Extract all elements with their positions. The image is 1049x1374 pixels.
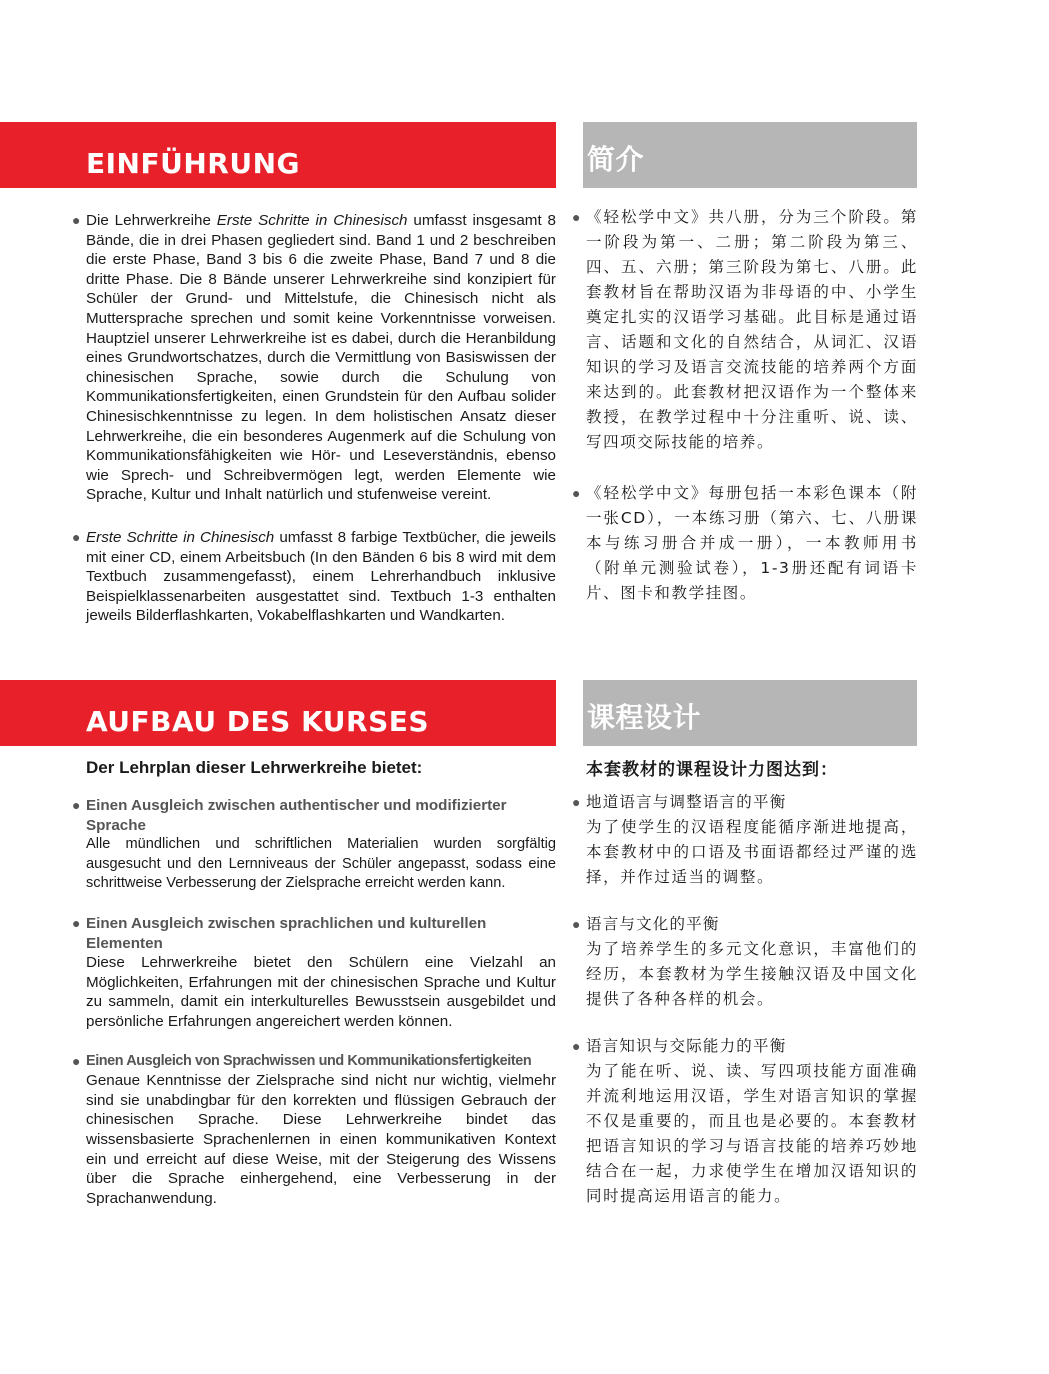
- bullet-icon: ●: [572, 209, 581, 225]
- intro-paragraph-1-zh: ● 《轻松学中文》共八册，分为三个阶段。第一阶段为第一、二册；第二阶段为第三、四、五、六册；第三阶段为第七、八册。此套教材旨在帮助汉语为非母语的中、小学生奠定扎实的汉语学习基础。此目标是通过语言、话题和文化的自然结合，从词汇、汉语知识的学习及语言交流技能的培养两个方面来达到的。此套教材把汉语作为一个整体来教授，在教学过程中十分注重听、说、读、写四项交际技能的培养。: [572, 205, 918, 455]
- course-item-heading: Einen Ausgleich von Sprachwissen und Kommunikationsfertigkeiten: [86, 1052, 532, 1069]
- series-title-de: Erste Schritte in Chinesisch: [86, 528, 275, 546]
- bullet-icon: ●: [72, 797, 81, 813]
- bullet-icon: ●: [72, 212, 81, 228]
- bullet-icon: ●: [72, 1052, 81, 1069]
- intro-column-zh: [572, 205, 918, 606]
- intro-paragraph-1-de: ● Die Lehrwerkreihe Erste Schritte in Chinesisch umfasst insgesamt 8 Bände, die in drei Phasen gegliedert sind. Band 1 und 2 beschreiben die erste Phase, Band 3 bis 6 die zweite Phase, Band 7 und 8 die dritte Phase. Die 8 Bände unserer Lehrwerkreihe sind konzipiert für Schüler der Grund- und Mittelstufe, die Chinesisch nicht als Muttersprache sprechen und somit keine Vorkenntnisse vorweisen. Hauptziel unserer Lehrwerkreihe ist es dabei, durch die Heranbildung eines Grundwortschatzes, durch die Vermittlung von Basiswissen der chinesischen Sprache, sowie durch die Schulung von Kommunikationsfertigkeiten, einen Grundstein für den Aufbau solider Chinesischkenntnisse zu legen. In dem holistischen Ansatz dieser Lehrwerkreihe, die ein besonderes Augenmerk auf die Schulung von Kommunikationsfähigkeiten wie Hör- und Leseverständnis, ebenso wie Sprech- und Schreibvermögen legt, werden Elemente wie Sprache, Kultur und Inhalt natürlich und stufenweise vereint.: [72, 212, 556, 504]
- bullet-icon: ●: [572, 916, 581, 932]
- intro-paragraph-2-de: ● Erste Schritte in Chinesisch umfasst 8 farbige Textbücher, die jeweils mit einer CD, einem Arbeitsbuch (In den Bänden 6 bis 8 wird mit dem Textbuch zusammengefasst), einem Lehrerhandbuch inklusive Beispielklassenarbeiten ausgestattet sind. Textbuch 1-3 enthalten jeweils Bilderflashkarten, Vokabelflashkarten und Wandkarten.: [72, 528, 556, 625]
- intro-header-zh: [583, 122, 917, 188]
- intro-paragraph-2-zh: ● 《轻松学中文》每册包括一本彩色课本（附一张CD），一本练习册（第六、七、八册课本与练习册合并成一册），一本教师用书（附单元测验试卷），1-3册还配有词语卡片、图卡和教学挂图。: [572, 481, 918, 606]
- course-title-de: AUFBAU DES KURSES: [86, 705, 430, 738]
- intro-title-zh: 简介: [587, 143, 645, 176]
- course-item-zh: [572, 790, 918, 890]
- course-item-zh: [572, 1034, 918, 1209]
- course-intro-zh: 本套教材的课程设计力图达到：: [586, 760, 838, 780]
- intro-column-de: [72, 211, 556, 626]
- course-item-body: Alle mündlichen und schriftlichen Materialien wurden sorgfältig ausgesucht und den Lernniveaus der Schüler angepasst, sodass eine schrittweise Verbesserung der Zielsprache erreicht werden kann.: [86, 836, 556, 892]
- intro-header-de: [0, 122, 556, 188]
- course-item-heading: Einen Ausgleich zwischen authentischer und modifizierter Sprache: [86, 797, 507, 834]
- bullet-icon: ●: [572, 794, 581, 810]
- course-intro-de: Der Lehrplan dieser Lehrwerkreihe bietet:: [86, 758, 423, 777]
- bullet-icon: ●: [572, 1038, 581, 1054]
- bullet-icon: ●: [72, 528, 81, 545]
- course-item-de: [72, 914, 556, 1032]
- course-column-zh: [572, 790, 918, 1209]
- bullet-icon: ●: [572, 485, 581, 501]
- course-item-body: 为了使学生的汉语程度能循序渐进地提高，本套教材中的口语及书面语都经过严谨的选择，并作过适当的调整。: [586, 818, 918, 886]
- series-title-de: Erste Schritte in Chinesisch: [216, 212, 408, 229]
- course-item-de: [72, 1052, 556, 1209]
- course-header-de: [0, 680, 556, 746]
- course-item-body: 为了能在听、说、读、写四项技能方面准确并流利地运用汉语，学生对语言知识的掌握不仅是重要的，而且也是必要的。本套教材把语言知识的学习与语言技能的培养巧妙地结合在一起，力求使学生在增加汉语知识的同时提高运用语言的能力。: [586, 1062, 918, 1205]
- course-column-de: [72, 796, 556, 1208]
- bullet-icon: ●: [72, 914, 81, 931]
- course-item-body: 为了培养学生的多元文化意识，丰富他们的经历，本套教材为学生接触汉语及中国文化提供了各种各样的机会。: [586, 940, 918, 1008]
- course-item-heading: 语言与文化的平衡: [586, 916, 720, 933]
- intro-title-de: EINFÜHRUNG: [86, 147, 300, 180]
- course-title-zh: 课程设计: [587, 701, 702, 734]
- course-item-body: Diese Lehrwerkreihe bietet den Schülern eine Vielzahl an Möglichkeiten, Erfahrungen mit der chinesischen Sprache und Kultur zu sammeln, damit ein interkulturelles Bewusstsein ausgebildet und persönliche Erfahrungen angereichert werden können.: [86, 954, 556, 1030]
- course-item-body: Genaue Kenntnisse der Zielsprache sind nicht nur wichtig, vielmehr sind sie unabdingbar für den korrekten und flüssigen Gebrauch der chinesischen Sprache. Diese Lehrwerkreihe bindet das wissensbasierte Sprachenlernen in einen kommunikativen Kontext ein und erreicht auf diese Weise, mit der Steigerung des Wissens über die Sprache einhergehend, eine Verbesserung in der Sprachanwendung.: [86, 1072, 556, 1207]
- course-item-heading: 地道语言与调整语言的平衡: [586, 794, 787, 811]
- course-item-heading: 语言知识与交际能力的平衡: [586, 1038, 787, 1055]
- course-item-zh: [572, 912, 918, 1012]
- course-item-heading: Einen Ausgleich zwischen sprachlichen und kulturellen Elementen: [86, 914, 487, 952]
- course-header-zh: [583, 680, 917, 746]
- course-item-de: [72, 796, 556, 894]
